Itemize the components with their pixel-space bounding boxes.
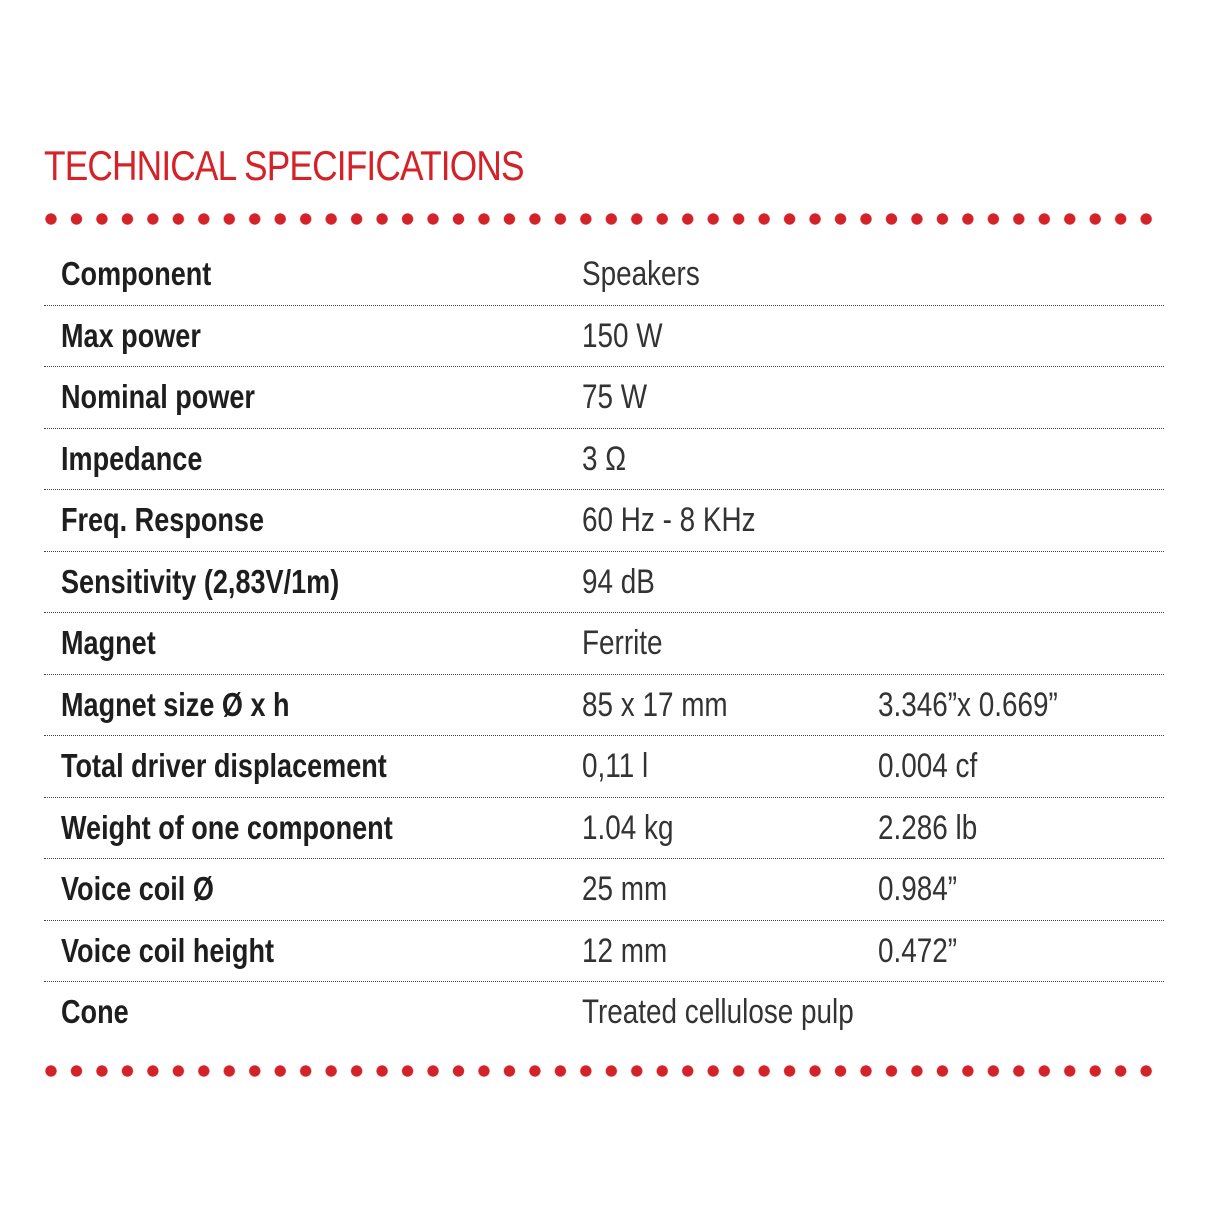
table-row — [44, 798, 1164, 860]
spec-imperial-value: 3.346”x 0.669” — [878, 685, 1058, 724]
table-row — [44, 244, 1164, 306]
spec-label: Nominal power — [61, 378, 255, 415]
table-row — [44, 306, 1164, 368]
spec-metric-value: 85 x 17 mm — [582, 685, 728, 724]
spec-imperial-value: 0.472” — [878, 931, 958, 970]
spec-metric-value: Ferrite — [582, 624, 663, 662]
spec-label: Freq. Response — [61, 501, 265, 538]
spec-label: Magnet size Ø x h — [61, 685, 290, 723]
spec-metric-value: 1.04 kg — [582, 808, 674, 847]
table-row — [44, 982, 1164, 1044]
spec-imperial-value: 0.984” — [878, 870, 958, 908]
spec-metric-value: 94 dB — [582, 562, 655, 601]
table-row — [44, 490, 1164, 552]
spec-label: Cone — [61, 993, 129, 1030]
spec-label: Total driver displacement — [61, 747, 387, 784]
spec-imperial-value: 0.004 cf — [878, 747, 978, 785]
spec-imperial-value: 2.286 lb — [878, 808, 978, 847]
page-title: TECHNICAL SPECIFICATIONS — [44, 142, 524, 189]
spec-metric-value: 12 mm — [582, 931, 668, 970]
spec-metric-value: 75 W — [582, 378, 648, 416]
spec-metric-value: 150 W — [582, 316, 663, 355]
spec-metric-value: Speakers — [582, 255, 700, 293]
top-dotted-divider — [44, 212, 1165, 226]
table-row — [44, 552, 1164, 614]
spec-label: Voice coil Ø — [61, 870, 214, 907]
spec-label: Voice coil height — [61, 931, 275, 969]
spec-label: Component — [61, 255, 212, 292]
bottom-dotted-divider — [44, 1064, 1165, 1078]
spec-metric-value: 60 Hz - 8 KHz — [582, 501, 756, 539]
table-row — [44, 921, 1164, 983]
spec-metric-value: Treated cellulose pulp — [582, 993, 854, 1031]
spec-label: Impedance — [61, 439, 203, 477]
table-row — [44, 736, 1164, 798]
spec-metric-value: 3 Ω — [582, 439, 627, 478]
spec-label: Max power — [61, 316, 201, 354]
spec-label: Magnet — [61, 624, 156, 661]
table-row — [44, 429, 1164, 491]
table-row — [44, 859, 1164, 921]
table-row — [44, 675, 1164, 737]
specs-table — [44, 244, 1164, 1044]
spec-metric-value: 0,11 l — [582, 747, 649, 785]
spec-metric-value: 25 mm — [582, 870, 668, 908]
spec-label: Sensitivity (2,83V/1m) — [61, 562, 340, 600]
table-row — [44, 367, 1164, 429]
table-row — [44, 613, 1164, 675]
spec-label: Weight of one component — [61, 808, 393, 846]
